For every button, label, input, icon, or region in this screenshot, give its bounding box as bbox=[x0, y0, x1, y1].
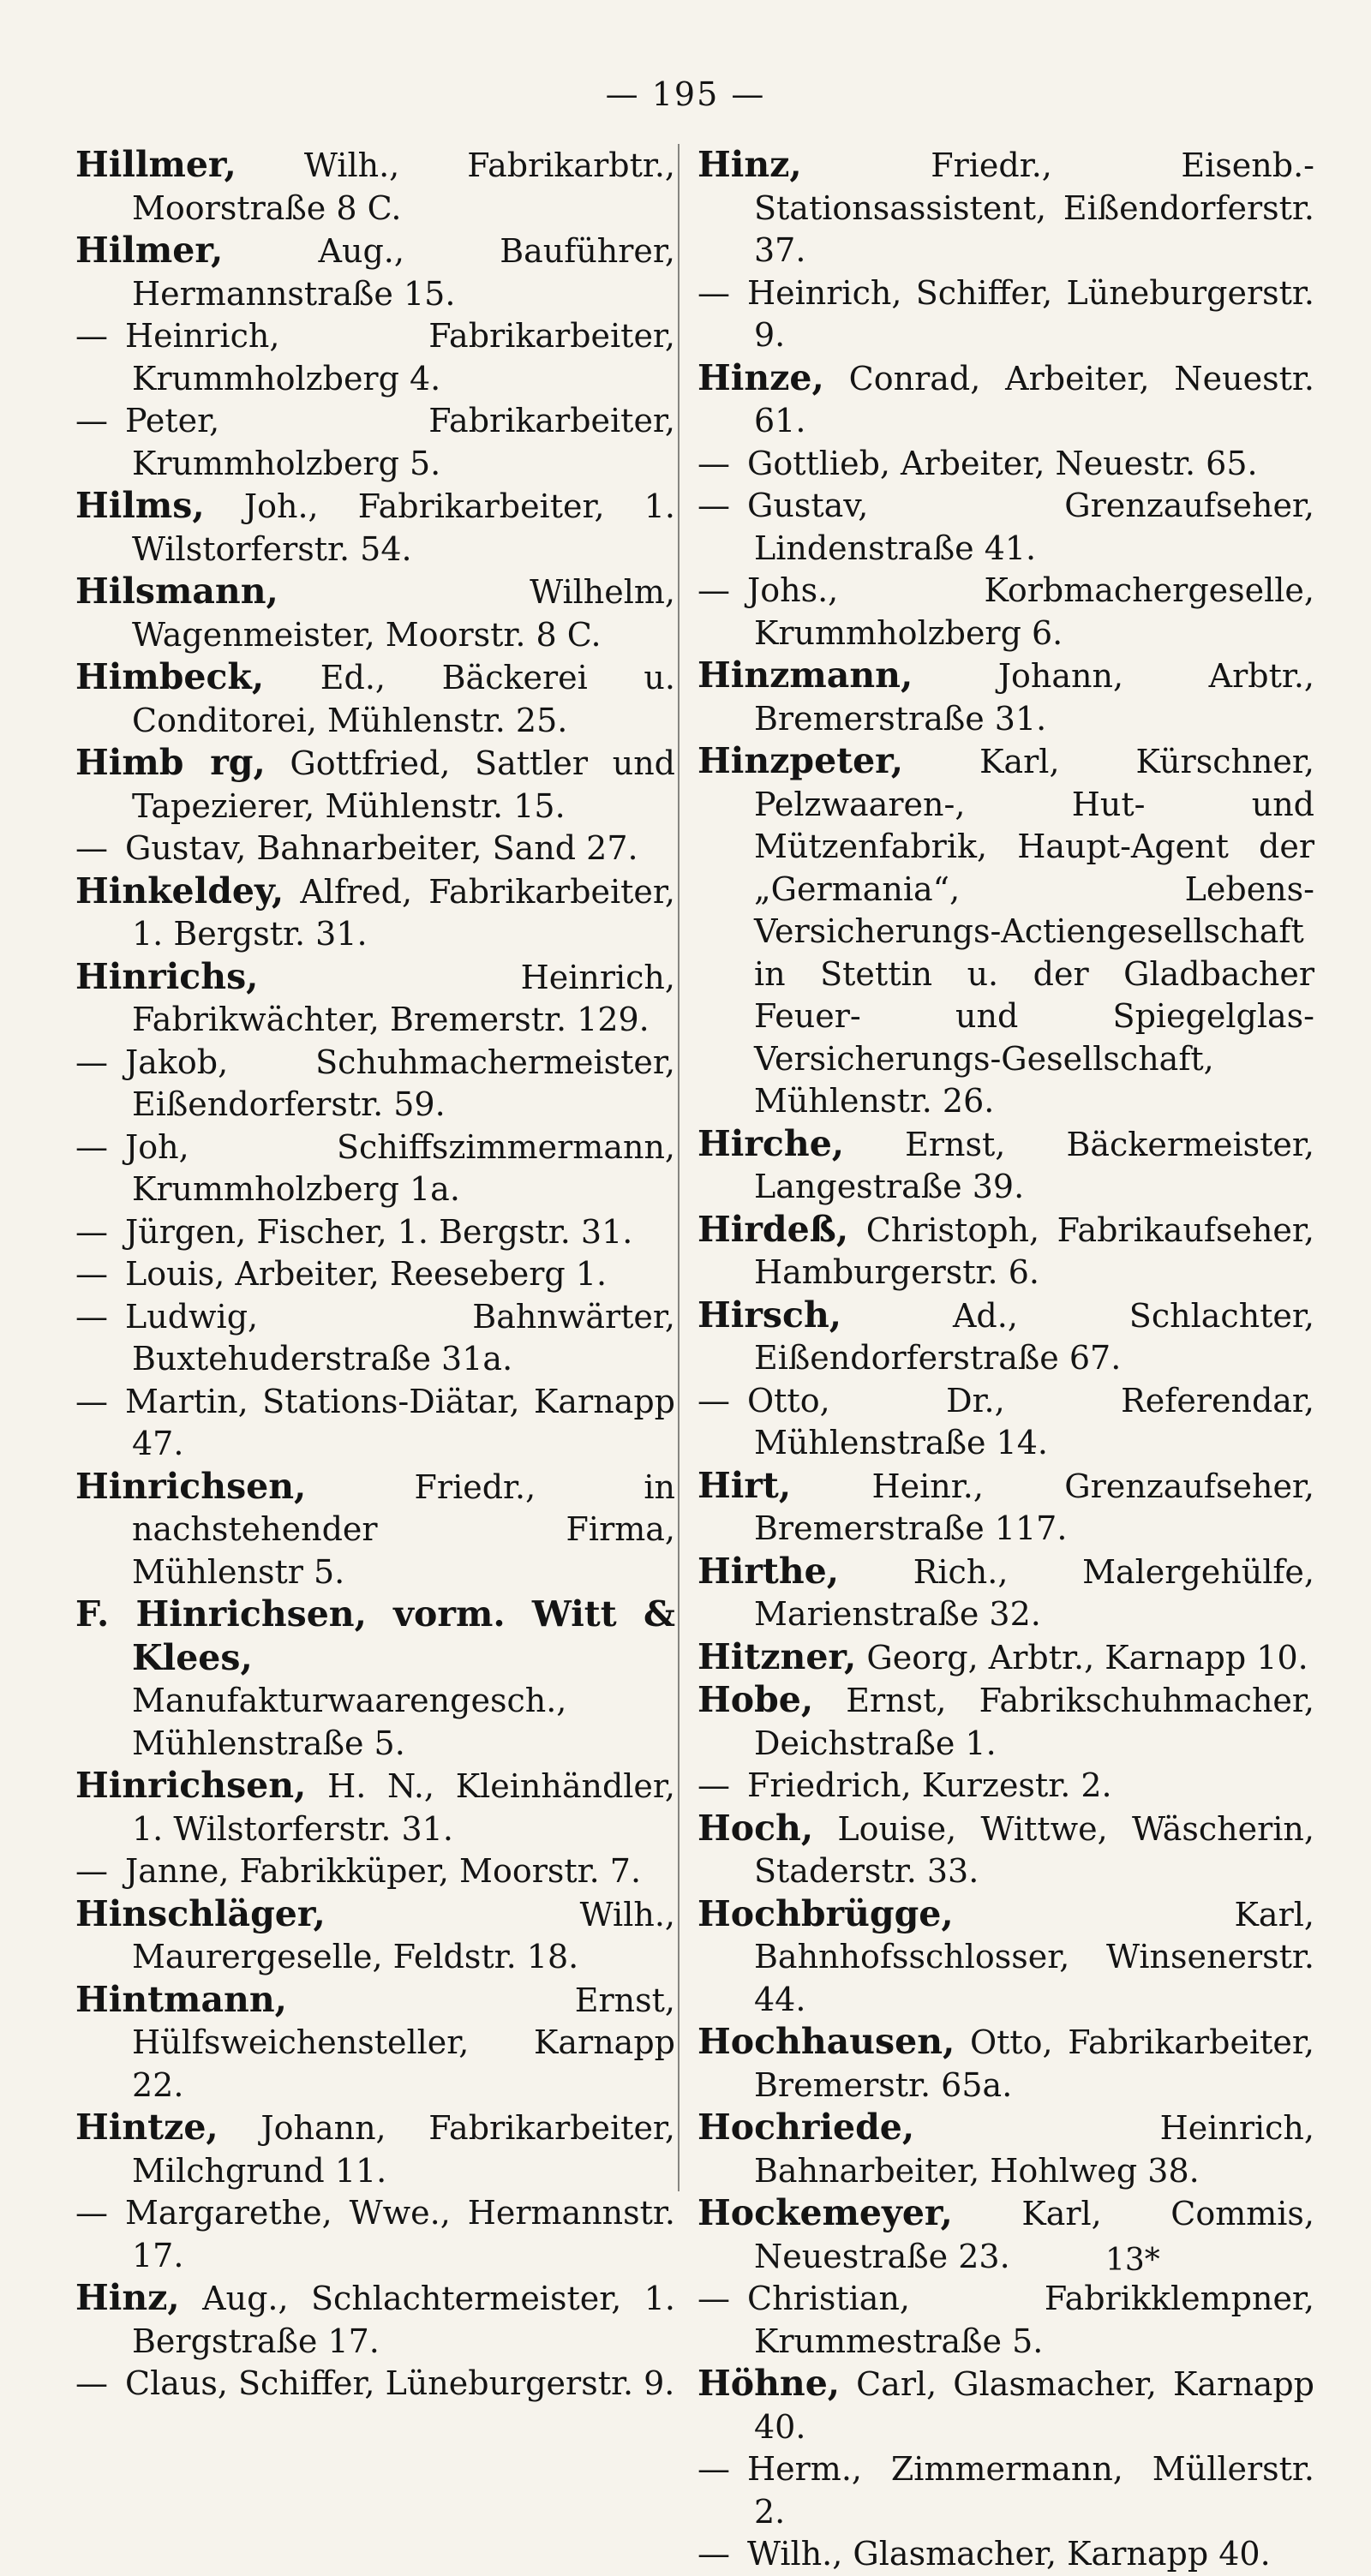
entry-surname: Himb rg, bbox=[75, 742, 266, 783]
directory-entry bbox=[697, 1380, 1314, 1465]
entry-surname: Hinze, bbox=[697, 356, 824, 398]
entry-text: Conrad, Arbeiter, Neuestr. 61. bbox=[754, 359, 1314, 439]
entry-dash: — bbox=[75, 402, 108, 439]
directory-entry bbox=[75, 2192, 675, 2277]
entry-text: Ernst, Fabrikschuhmacher, Deichstraße 1. bbox=[754, 1682, 1314, 1762]
entry-dash: — bbox=[75, 1382, 108, 1420]
entry-text: Gustav, Bahnarbeiter, Sand 27. bbox=[125, 829, 638, 867]
signature-mark: 13* bbox=[1105, 2243, 1160, 2278]
entry-text: Joh., Fabrikarbeiter, 1. Wilstorferstr. 54. bbox=[132, 487, 675, 568]
directory-entry bbox=[75, 742, 675, 828]
entry-text: Joh, Schiffszimmermann, Krummholzberg 1a. bbox=[125, 1127, 675, 1208]
entry-surname: Hirsch, bbox=[697, 1294, 842, 1336]
entry-text: Manufakturwaarengesch., Mühlenstraße 5. bbox=[132, 1682, 567, 1762]
entry-surname: Hirche, bbox=[697, 1122, 845, 1164]
entry-dash: — bbox=[75, 317, 108, 355]
directory-entry bbox=[75, 956, 675, 1042]
entry-dash: — bbox=[75, 1127, 108, 1166]
entry-text: H. N., Kleinhändler, 1. Wilstorferstr. 31. bbox=[132, 1767, 675, 1848]
entry-surname: Hinrichsen, bbox=[75, 1465, 307, 1507]
entry-text: Wilhelm, Wagenmeister, Moorstr. 8 C. bbox=[132, 573, 675, 654]
entry-text: Christoph, Fabrikaufseher, Hamburgerstr. 6. bbox=[754, 1210, 1314, 1291]
entry-dash: — bbox=[75, 1043, 108, 1081]
entry-surname: Hinkeldey, bbox=[75, 870, 284, 911]
entry-text: Wilh., Maurergeselle, Feldstr. 18. bbox=[132, 1895, 675, 1975]
entry-surname: Hochriede, bbox=[697, 2107, 915, 2148]
entry-surname: Hirdeß, bbox=[697, 1208, 849, 1250]
entry-text: Christian, Fabrikklempner, Krummestraße 5. bbox=[747, 2280, 1314, 2360]
left-column bbox=[75, 144, 675, 2406]
entry-dash: — bbox=[697, 2535, 730, 2573]
entry-text: Aug., Bauführer, Hermannstraße 15. bbox=[132, 232, 675, 313]
directory-entry bbox=[75, 315, 675, 400]
entry-text: Ernst, Bäckermeister, Langestraße 39. bbox=[754, 1125, 1314, 1205]
entry-text: Aug., Schlachtermeister, 1. Bergstraße 17. bbox=[132, 2280, 675, 2360]
directory-entry bbox=[697, 740, 1314, 1123]
entry-text: Louis, Arbeiter, Reeseberg 1. bbox=[125, 1255, 608, 1293]
directory-entry bbox=[75, 1893, 675, 1979]
entry-text: Louise, Wittwe, Wäscherin, Staderstr. 33. bbox=[754, 1809, 1314, 1890]
entry-surname: Himbeck, bbox=[75, 656, 265, 697]
entry-text: Rich., Malergehülfe, Marienstraße 32. bbox=[754, 1552, 1314, 1633]
entry-text: Wilh., Glasmacher, Karnapp 40. bbox=[747, 2535, 1271, 2573]
entry-text: Heinrich, Bahnarbeiter, Hohlweg 38. bbox=[754, 2109, 1314, 2190]
entry-dash: — bbox=[697, 273, 730, 312]
entry-surname: Hinz, bbox=[75, 2277, 180, 2318]
directory-entry bbox=[697, 443, 1314, 486]
entry-text: Carl, Glasmacher, Karnapp 40. bbox=[754, 2365, 1314, 2446]
entry-text: Peter, Fabrikarbeiter, Krummholzberg 5. bbox=[125, 402, 675, 482]
entry-text: Martin, Stations-Diätar, Karnapp 47. bbox=[125, 1382, 675, 1462]
directory-entry bbox=[697, 2107, 1314, 2192]
entry-dash: — bbox=[75, 1255, 108, 1293]
entry-text: Jürgen, Fischer, 1. Bergstr. 31. bbox=[125, 1212, 633, 1251]
directory-entry bbox=[75, 230, 675, 315]
directory-entry bbox=[697, 2278, 1314, 2363]
entry-surname: Hoch, bbox=[697, 1807, 814, 1849]
directory-entry bbox=[75, 1765, 675, 1850]
entry-text: Karl, Bahnhofsschlosser, Winsenerstr. 44. bbox=[754, 1895, 1314, 2018]
directory-entry bbox=[697, 2448, 1314, 2533]
entry-text: Gottfried, Sattler und Tapezierer, Mühlenstr. 15. bbox=[132, 744, 675, 825]
directory-entry bbox=[75, 2277, 675, 2363]
directory-entry bbox=[75, 485, 675, 571]
entry-text: Heinrich, Schiffer, Lüneburgerstr. 9. bbox=[747, 273, 1314, 354]
directory-entry bbox=[75, 1211, 675, 1254]
entry-text: Gottlieb, Arbeiter, Neuestr. 65. bbox=[747, 444, 1258, 482]
directory-entry bbox=[697, 1294, 1314, 1380]
directory-entry bbox=[75, 2107, 675, 2192]
directory-entry bbox=[75, 1253, 675, 1296]
entry-surname: Hirthe, bbox=[697, 1550, 840, 1592]
entry-text: Herm., Zimmermann, Müllerstr. 2. bbox=[747, 2450, 1314, 2531]
entry-surname: Hinrichsen, bbox=[75, 1765, 307, 1806]
entry-text: Heinr., Grenzaufseher, Bremerstraße 117. bbox=[754, 1467, 1314, 1547]
entry-surname: Hinzmann, bbox=[697, 654, 913, 696]
entry-text: Margarethe, Wwe., Hermannstr. 17. bbox=[125, 2194, 675, 2274]
entry-text: Gustav, Grenzaufseher, Lindenstraße 41. bbox=[747, 487, 1314, 567]
entry-text: Alfred, Fabrikarbeiter, 1. Bergstr. 31. bbox=[132, 872, 675, 953]
entry-text: Karl, Commis, Neuestraße 23. bbox=[754, 2195, 1314, 2275]
entry-text: Johann, Arbtr., Bremerstraße 31. bbox=[754, 657, 1314, 738]
entry-surname: Höhne, bbox=[697, 2363, 841, 2404]
entry-text: Claus, Schiffer, Lüneburgerstr. 9. bbox=[125, 2364, 675, 2402]
entry-text: Wilh., Fabrikarbtr., Moorstraße 8 C. bbox=[132, 146, 675, 227]
entry-surname: Hochhausen, bbox=[697, 2021, 955, 2062]
directory-entry bbox=[697, 1893, 1314, 2022]
directory-entry bbox=[697, 357, 1314, 443]
entry-dash: — bbox=[697, 487, 730, 524]
directory-entry bbox=[697, 2363, 1314, 2448]
entry-dash: — bbox=[697, 2450, 730, 2488]
directory-entry bbox=[75, 1979, 675, 2107]
entry-text: Friedrich, Kurzestr. 2. bbox=[747, 1766, 1112, 1804]
entry-surname: Hobe, bbox=[697, 1679, 814, 1720]
entry-text: Ernst, Hülfsweichensteller, Karnapp 22. bbox=[132, 1981, 675, 2104]
directory-entry bbox=[697, 2021, 1314, 2107]
directory-entry bbox=[697, 2533, 1314, 2576]
entry-dash: — bbox=[697, 444, 730, 482]
directory-entry bbox=[75, 571, 675, 656]
entry-dash: — bbox=[75, 2364, 108, 2402]
entry-surname: Hitzner, bbox=[697, 1635, 857, 1677]
directory-entry bbox=[697, 2192, 1314, 2278]
entry-text: Ed., Bäckerei u. Conditorei, Mühlenstr. 25. bbox=[132, 659, 675, 739]
directory-entry bbox=[697, 1808, 1314, 1893]
entry-surname: Hilsmann, bbox=[75, 571, 278, 612]
column-divider bbox=[678, 144, 680, 2191]
entry-text: Ludwig, Bahnwärter, Buxtehuderstraße 31a. bbox=[125, 1297, 675, 1378]
entry-dash: — bbox=[697, 1766, 730, 1804]
entry-surname: Hilms, bbox=[75, 485, 205, 526]
entry-surname: Hilmer, bbox=[75, 230, 224, 271]
entry-dash: — bbox=[75, 1297, 108, 1336]
directory-entry bbox=[697, 654, 1314, 740]
directory-entry bbox=[697, 1636, 1314, 1680]
entry-surname: Hintmann, bbox=[75, 1978, 287, 2020]
directory-entry bbox=[75, 828, 675, 870]
entry-dash: — bbox=[75, 829, 108, 867]
entry-dash: — bbox=[75, 1212, 108, 1251]
directory-entry bbox=[75, 1381, 675, 1466]
entry-text: Janne, Fabrikküper, Moorstr. 7. bbox=[125, 1852, 642, 1890]
entry-text: Otto, Fabrikarbeiter, Bremerstr. 65a. bbox=[754, 2023, 1314, 2104]
entry-dash: — bbox=[697, 571, 730, 609]
entry-surname: Hintze, bbox=[75, 2107, 219, 2148]
right-column bbox=[697, 144, 1314, 2576]
entry-text: Georg, Arbtr., Karnapp 10. bbox=[866, 1638, 1308, 1676]
directory-entry bbox=[697, 570, 1314, 654]
directory-entry bbox=[697, 1465, 1314, 1551]
directory-entry bbox=[697, 272, 1314, 357]
entry-text: Heinrich, Fabrikarbeiter, Krummholzberg 4. bbox=[125, 317, 675, 397]
entry-surname: F. Hinrichsen, vorm. Witt & Klees, bbox=[75, 1593, 675, 1678]
entry-dash: — bbox=[697, 2280, 730, 2317]
page-number: — 195 — bbox=[605, 75, 766, 113]
entry-surname: Hockemeyer, bbox=[697, 2192, 953, 2233]
entry-surname: Hirt, bbox=[697, 1464, 792, 1506]
entry-surname: Hochbrügge, bbox=[697, 1892, 954, 1934]
directory-entry bbox=[697, 1209, 1314, 1294]
directory-entry bbox=[75, 2363, 675, 2406]
directory-entry bbox=[697, 1679, 1314, 1765]
directory-entry bbox=[697, 1765, 1314, 1808]
entry-text: Friedr., in nachstehender Firma, Mühlenstr 5. bbox=[132, 1467, 675, 1591]
directory-entry bbox=[75, 1593, 675, 1765]
entry-surname: Hinrichs, bbox=[75, 955, 259, 997]
entry-text: Ad., Schlachter, Eißendorferstraße 67. bbox=[754, 1296, 1314, 1377]
entry-text: Johann, Fabrikarbeiter, Milchgrund 11. bbox=[132, 2109, 675, 2190]
entry-dash: — bbox=[75, 1852, 108, 1890]
entry-surname: Hinzpeter, bbox=[697, 740, 904, 781]
directory-entry bbox=[75, 144, 675, 230]
directory-entry bbox=[75, 400, 675, 485]
entry-text: Heinrich, Fabrikwächter, Bremerstr. 129. bbox=[132, 958, 675, 1038]
entry-surname: Hinschläger, bbox=[75, 1892, 326, 1934]
directory-entry bbox=[697, 1123, 1314, 1209]
directory-entry bbox=[697, 1551, 1314, 1636]
entry-dash: — bbox=[697, 1381, 730, 1419]
directory-entry bbox=[75, 1296, 675, 1381]
directory-entry bbox=[75, 1042, 675, 1127]
entry-surname: Hinz, bbox=[697, 144, 802, 185]
directory-entry bbox=[697, 485, 1314, 570]
directory-entry bbox=[75, 1850, 675, 1893]
entry-text: Karl, Kürschner, Pelzwaaren-, Hut- und Mützenfabrik, Haupt-Agent der „Germania“, Lebens-Versicherungs-Actiengesellschaft in Stettin u. der Gladbacher Feuer- und Spiegelglas-Versicherungs-Gesellschaft, Mühlenstr. 26. bbox=[754, 743, 1314, 1120]
directory-entry bbox=[75, 870, 675, 956]
directory-entry bbox=[75, 1466, 675, 1594]
directory-entry bbox=[75, 1127, 675, 1211]
directory-entry bbox=[75, 656, 675, 742]
directory-entry bbox=[697, 144, 1314, 272]
entry-text: Otto, Dr., Referendar, Mühlenstraße 14. bbox=[747, 1381, 1314, 1461]
entry-dash: — bbox=[75, 2194, 108, 2232]
entry-text: Johs., Korbmachergeselle, Krummholzberg 6. bbox=[747, 571, 1314, 652]
entry-surname: Hillmer, bbox=[75, 144, 236, 185]
entry-text: Friedr., Eisenb.-Stationsassistent, Eißendorferstr. 37. bbox=[754, 146, 1314, 269]
entry-text: Jakob, Schuhmachermeister, Eißendorferstr. 59. bbox=[125, 1043, 675, 1123]
